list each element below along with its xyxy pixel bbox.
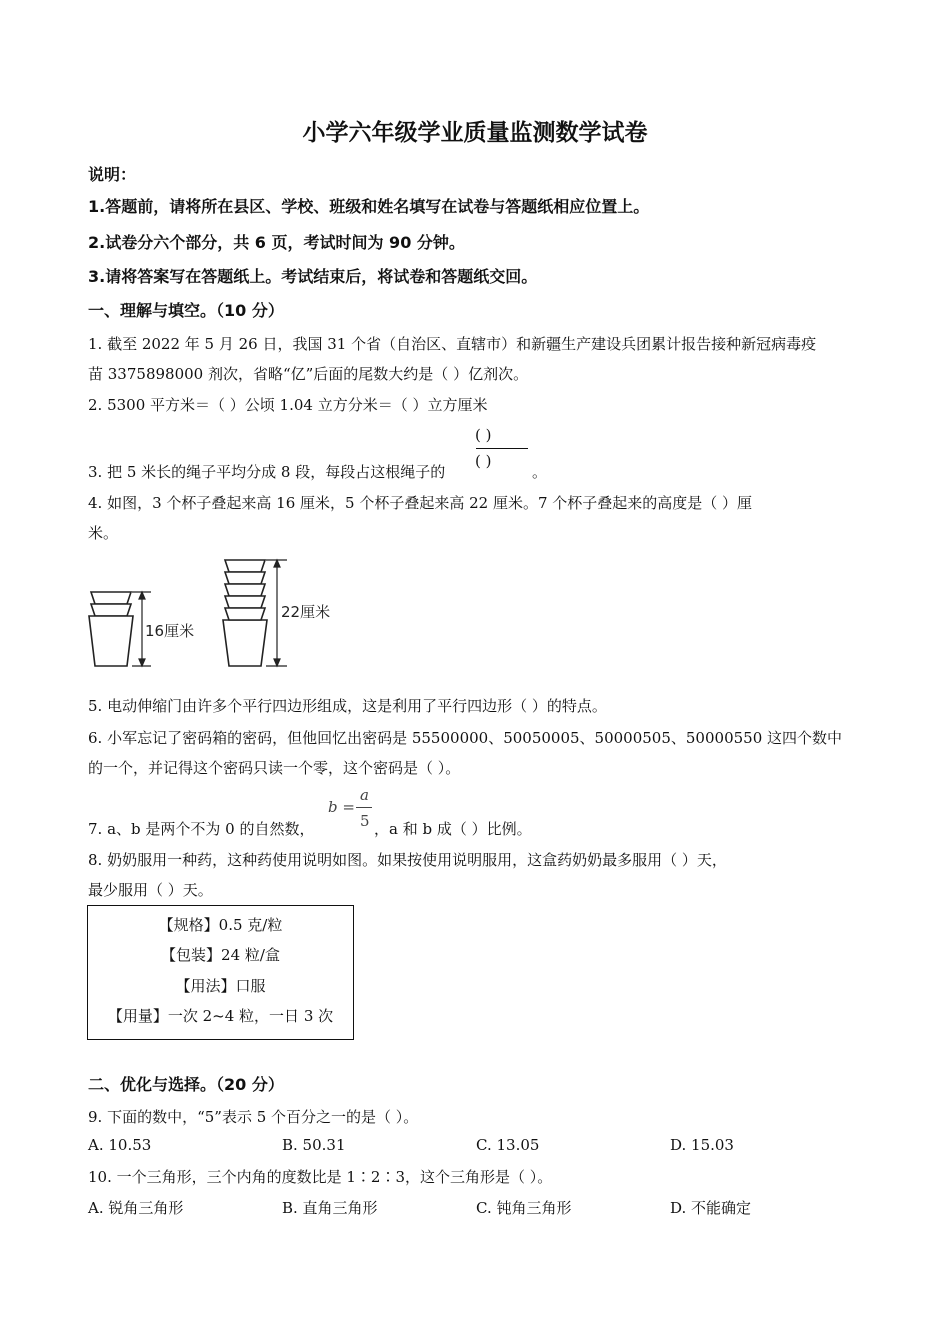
question-10-option-b: B. 直角三角形 (282, 1199, 378, 1217)
question-7-end: ，a 和 b 成（ ）比例。 (374, 820, 532, 838)
question-1-line-2: 苗 3375898000 剂次，省略“亿”后面的尾数大约是（ ）亿剂次。 (88, 365, 529, 383)
question-5: 5. 电动伸缩门由许多个平行四边形组成，这是利用了平行四边形（ ）的特点。 (88, 697, 607, 715)
question-3-fraction-numerator: ( ) (475, 426, 492, 444)
question-1-line-1: 1. 截至 2022 年 5 月 26 日，我国 31 个省（自治区、直辖市）和新疆生产建设兵团累计报告接种新冠病毒疫 (88, 335, 817, 353)
left-height-label: 16厘米 (145, 622, 195, 640)
notes-heading: 说明： (88, 165, 137, 184)
three-cups-stack (89, 592, 133, 666)
question-9-option-c: C. 13.05 (476, 1136, 540, 1154)
question-9-option-a: A. 10.53 (88, 1136, 152, 1154)
question-3-end: 。 (532, 463, 548, 481)
section-1-heading: 一、理解与填空。（10 分） (88, 301, 284, 320)
question-7-formula-bar (356, 807, 372, 808)
question-9: 9. 下面的数中，“5”表示 5 个百分之一的是（ ）。 (88, 1108, 419, 1126)
question-8-line-2: 最少服用（ ）天。 (88, 881, 213, 899)
question-6-line-2: 的一个，并记得这个密码只读一个零，这个密码是（ ）。 (88, 759, 461, 777)
question-2: 2. 5300 平方米＝（ ）公顷 1.04 立方分米＝（ ）立方厘米 (88, 396, 488, 414)
right-height-label: 22厘米 (281, 603, 331, 621)
question-10-option-a: A. 锐角三角形 (88, 1199, 184, 1217)
question-3-text: 3. 把 5 米长的绳子平均分成 8 段，每段占这根绳子的 (88, 463, 446, 481)
question-4-line-2: 米。 (88, 524, 119, 542)
page-title: 小学六年级学业质量监测数学试卷 (302, 120, 648, 146)
question-10-option-d: D. 不能确定 (670, 1199, 752, 1217)
question-7-text: 7. a、b 是两个不为 0 的自然数， (88, 820, 315, 838)
question-3-fraction-denominator: ( ) (475, 452, 492, 470)
box-line-package: 【包装】24 粒/盒 (161, 946, 280, 964)
question-10: 10. 一个三角形，三个内角的度数比是 1∶2∶3，这个三角形是（ ）。 (88, 1168, 553, 1186)
five-cups-stack (223, 560, 267, 666)
question-4-line-1: 4. 如图，3 个杯子叠起来高 16 厘米，5 个杯子叠起来高 22 厘米。7 个杯子叠起来的高度是（ ）厘 (88, 494, 753, 512)
cups-figure (85, 552, 345, 672)
box-line-dosage: 【用量】一次 2~4 粒，一日 3 次 (107, 1007, 334, 1025)
question-10-option-c: C. 钝角三角形 (476, 1199, 572, 1217)
question-7-formula-numerator: a (360, 786, 369, 804)
note-2: 2.试卷分六个部分，共 6 页，考试时间为 90 分钟。 (88, 233, 465, 252)
question-8-line-1: 8. 奶奶服用一种药，这种药使用说明如图。如果按使用说明服用，这盒药奶奶最多服用（ ）天， (88, 851, 727, 869)
medicine-instructions-box (87, 905, 354, 1040)
question-7-formula-denominator: 5 (360, 812, 370, 830)
section-2-heading: 二、优化与选择。（20 分） (88, 1075, 284, 1094)
question-6-line-1: 6. 小军忘记了密码箱的密码，但他回忆出密码是 55500000、50050005、50000505、50000550 这四个数中 (88, 729, 843, 747)
note-1: 1.答题前，请将所在县区、学校、班级和姓名填写在试卷与答题纸相应位置上。 (88, 197, 650, 216)
question-3-fraction-bar (476, 448, 528, 449)
question-9-option-b: B. 50.31 (282, 1136, 346, 1154)
box-line-usage: 【用法】口服 (175, 977, 266, 995)
question-7-formula-lhs: b = (328, 798, 355, 816)
box-line-spec: 【规格】0.5 克/粒 (158, 916, 283, 934)
question-9-option-d: D. 15.03 (670, 1136, 734, 1154)
note-3: 3.请将答案写在答题纸上。考试结束后，将试卷和答题纸交回。 (88, 267, 538, 286)
